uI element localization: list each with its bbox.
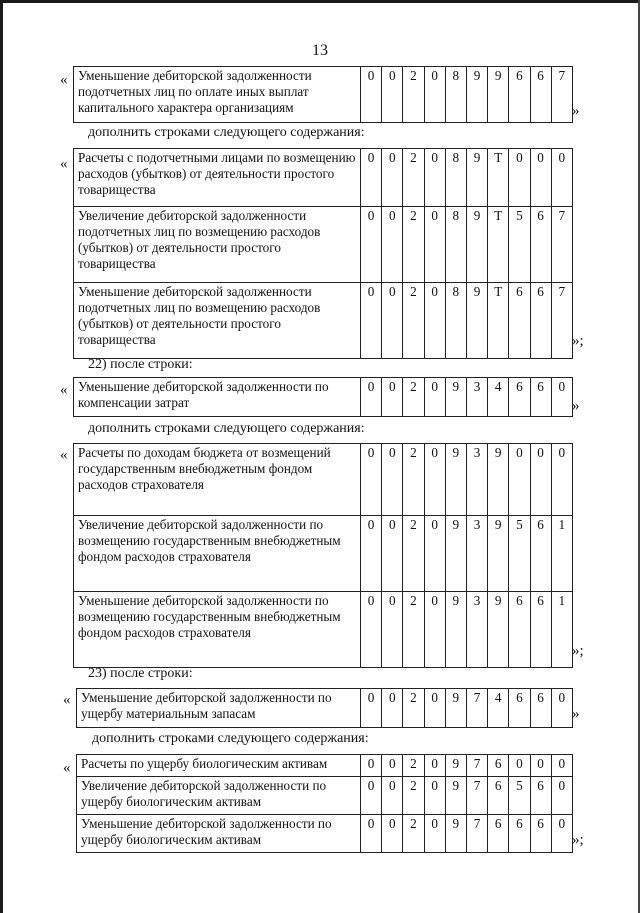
code-digit: 0 bbox=[530, 149, 551, 207]
table-row bbox=[74, 378, 573, 417]
code-digit: 0 bbox=[382, 592, 403, 668]
quote-open: « bbox=[63, 692, 71, 708]
code-digit: 6 bbox=[509, 689, 530, 728]
code-digit: 2 bbox=[403, 67, 424, 123]
row-label: Уменьшение дебиторской задолженности подотчетных лиц по оплате иных выплат капитального характера организациям bbox=[74, 67, 361, 123]
code-digit: 6 bbox=[509, 815, 530, 853]
code-digit: 9 bbox=[466, 67, 487, 123]
code-digit: 7 bbox=[466, 689, 487, 728]
code-digit: 0 bbox=[424, 283, 445, 359]
code-digit: 9 bbox=[488, 516, 509, 592]
code-digit: 0 bbox=[361, 777, 382, 815]
table-row bbox=[77, 689, 573, 728]
row-label: Расчеты по ущербу биологическим активам bbox=[77, 755, 361, 777]
code-digit: 0 bbox=[509, 444, 530, 516]
code-digit: 6 bbox=[488, 815, 509, 853]
code-digit: 2 bbox=[403, 755, 424, 777]
code-digit: 6 bbox=[509, 378, 530, 417]
row-label: Увеличение дебиторской задолженности по ущербу биологическим активам bbox=[77, 777, 361, 815]
code-digit: 6 bbox=[530, 689, 551, 728]
code-digit: 0 bbox=[361, 283, 382, 359]
supplement-line: дополнить строками следующего содержания: bbox=[88, 421, 365, 436]
table-row bbox=[74, 283, 573, 359]
page-number: 13 bbox=[312, 42, 328, 59]
code-digit: Т bbox=[488, 149, 509, 207]
code-digit: 0 bbox=[551, 378, 572, 417]
quote-open: « bbox=[60, 382, 68, 398]
table-row bbox=[77, 755, 573, 777]
supplement-line: дополнить строками следующего содержания: bbox=[88, 125, 365, 140]
code-digit: 0 bbox=[361, 815, 382, 853]
code-digit: 0 bbox=[551, 444, 572, 516]
quote-close-semicolon: »; bbox=[572, 643, 584, 659]
code-digit: 9 bbox=[466, 207, 487, 283]
code-digit: 2 bbox=[403, 283, 424, 359]
code-digit: 0 bbox=[551, 755, 572, 777]
code-digit: 4 bbox=[488, 378, 509, 417]
code-digit: 0 bbox=[424, 777, 445, 815]
code-digit: 4 bbox=[488, 689, 509, 728]
code-digit: 0 bbox=[382, 378, 403, 417]
code-digit: 9 bbox=[488, 444, 509, 516]
code-digit: 9 bbox=[488, 592, 509, 668]
code-digit: 0 bbox=[424, 207, 445, 283]
item-23-heading: 23) после строки: bbox=[88, 666, 193, 681]
code-digit: 0 bbox=[424, 689, 445, 728]
row-label: Уменьшение дебиторской задолженности по ущербу материальным запасам bbox=[77, 689, 361, 728]
row-label: Уменьшение дебиторской задолженности по компенсации затрат bbox=[74, 378, 361, 417]
row-label: Расчеты по доходам бюджета от возмещений государственным внебюджетным фондом расходов страхователя bbox=[74, 444, 361, 516]
code-digit: 8 bbox=[445, 283, 466, 359]
table-row bbox=[77, 815, 573, 853]
code-digit: 7 bbox=[466, 815, 487, 853]
code-digit: 2 bbox=[403, 378, 424, 417]
code-digit: 7 bbox=[551, 207, 572, 283]
code-digit: 7 bbox=[551, 67, 572, 123]
row-label: Увеличение дебиторской задолженности подотчетных лиц по возмещению расходов (убытков) от деятельности простого товарищества bbox=[74, 207, 361, 283]
code-digit: 8 bbox=[445, 67, 466, 123]
scan-border-top bbox=[0, 0, 640, 3]
code-digit: 0 bbox=[361, 444, 382, 516]
code-digit: 2 bbox=[403, 149, 424, 207]
code-digit: 5 bbox=[509, 516, 530, 592]
table-row bbox=[74, 444, 573, 516]
code-digit: 6 bbox=[530, 592, 551, 668]
code-digit: 5 bbox=[509, 207, 530, 283]
code-table-2 bbox=[73, 148, 573, 359]
code-digit: 0 bbox=[551, 689, 572, 728]
quote-open: « bbox=[60, 447, 68, 463]
code-digit: 0 bbox=[361, 378, 382, 417]
code-digit: 3 bbox=[466, 378, 487, 417]
code-digit: 0 bbox=[509, 149, 530, 207]
code-digit: 7 bbox=[466, 755, 487, 777]
code-digit: 6 bbox=[530, 378, 551, 417]
quote-open: « bbox=[60, 72, 68, 88]
code-digit: 0 bbox=[530, 755, 551, 777]
code-digit: 9 bbox=[466, 149, 487, 207]
code-table-4 bbox=[73, 443, 573, 668]
code-digit: 0 bbox=[424, 755, 445, 777]
code-digit: Т bbox=[488, 283, 509, 359]
code-digit: 3 bbox=[466, 444, 487, 516]
code-digit: 9 bbox=[445, 444, 466, 516]
code-digit: 0 bbox=[551, 149, 572, 207]
code-digit: 2 bbox=[403, 815, 424, 853]
code-table-1 bbox=[73, 66, 573, 123]
code-digit: 0 bbox=[382, 149, 403, 207]
code-digit: 0 bbox=[424, 149, 445, 207]
code-digit: 6 bbox=[509, 592, 530, 668]
quote-close: » bbox=[572, 398, 580, 414]
code-digit: 0 bbox=[361, 592, 382, 668]
code-digit: 6 bbox=[530, 67, 551, 123]
code-digit: 9 bbox=[445, 592, 466, 668]
code-digit: 0 bbox=[361, 207, 382, 283]
code-digit: 2 bbox=[403, 592, 424, 668]
code-digit: 6 bbox=[509, 283, 530, 359]
code-digit: 0 bbox=[424, 378, 445, 417]
code-digit: 0 bbox=[382, 815, 403, 853]
code-digit: 0 bbox=[382, 207, 403, 283]
code-digit: 0 bbox=[382, 283, 403, 359]
code-digit: 8 bbox=[445, 207, 466, 283]
code-digit: 0 bbox=[424, 444, 445, 516]
code-digit: 6 bbox=[530, 777, 551, 815]
code-digit: 0 bbox=[530, 444, 551, 516]
code-digit: 8 bbox=[445, 149, 466, 207]
code-digit: 3 bbox=[466, 592, 487, 668]
code-digit: 6 bbox=[530, 283, 551, 359]
code-digit: 0 bbox=[382, 777, 403, 815]
code-digit: 9 bbox=[466, 283, 487, 359]
code-digit: Т bbox=[488, 207, 509, 283]
code-digit: 2 bbox=[403, 689, 424, 728]
code-digit: 1 bbox=[551, 592, 572, 668]
code-table-5 bbox=[76, 688, 573, 728]
code-digit: 0 bbox=[382, 516, 403, 592]
quote-close-semicolon: »; bbox=[572, 333, 584, 349]
quote-open: « bbox=[60, 156, 68, 172]
supplement-line: дополнить строками следующего содержания: bbox=[92, 731, 369, 746]
row-label: Уменьшение дебиторской задолженности по ущербу биологическим активам bbox=[77, 815, 361, 853]
code-digit: 0 bbox=[361, 689, 382, 728]
row-label: Увеличение дебиторской задолженности по возмещению государственным внебюджетным фондом расходов страхователя bbox=[74, 516, 361, 592]
code-digit: 0 bbox=[382, 67, 403, 123]
row-label: Уменьшение дебиторской задолженности подотчетных лиц по возмещению расходов (убытков) от деятельности простого товарищества bbox=[74, 283, 361, 359]
code-digit: 2 bbox=[403, 777, 424, 815]
table-row bbox=[74, 592, 573, 668]
code-digit: 9 bbox=[445, 516, 466, 592]
code-digit: 6 bbox=[530, 815, 551, 853]
code-digit: 0 bbox=[551, 777, 572, 815]
row-label: Уменьшение дебиторской задолженности по возмещению государственным внебюджетным фондом расходов страхователя bbox=[74, 592, 361, 668]
code-digit: 6 bbox=[530, 516, 551, 592]
code-digit: 9 bbox=[445, 378, 466, 417]
code-digit: 9 bbox=[445, 689, 466, 728]
code-table-3 bbox=[73, 377, 573, 417]
table-row bbox=[74, 67, 573, 123]
code-digit: 0 bbox=[382, 755, 403, 777]
code-digit: 9 bbox=[445, 755, 466, 777]
code-digit: 9 bbox=[445, 777, 466, 815]
code-digit: 5 bbox=[509, 777, 530, 815]
code-digit: 0 bbox=[509, 755, 530, 777]
code-digit: 7 bbox=[551, 283, 572, 359]
quote-close: » bbox=[572, 103, 580, 119]
code-table-6 bbox=[76, 754, 573, 853]
code-digit: 0 bbox=[382, 444, 403, 516]
code-digit: 0 bbox=[424, 67, 445, 123]
code-digit: 6 bbox=[488, 777, 509, 815]
table-row bbox=[74, 516, 573, 592]
quote-close-semicolon: »; bbox=[572, 832, 584, 848]
quote-open: « bbox=[63, 760, 71, 776]
code-digit: 0 bbox=[424, 592, 445, 668]
code-digit: 6 bbox=[509, 67, 530, 123]
code-digit: 0 bbox=[382, 689, 403, 728]
code-digit: 6 bbox=[488, 755, 509, 777]
item-22-heading: 22) после строки: bbox=[88, 357, 193, 372]
scan-border-left bbox=[0, 0, 3, 913]
code-digit: 2 bbox=[403, 444, 424, 516]
row-label: Расчеты с подотчетными лицами по возмещению расходов (убытков) от деятельности простого товарищества bbox=[74, 149, 361, 207]
table-row bbox=[77, 777, 573, 815]
code-digit: 2 bbox=[403, 207, 424, 283]
code-digit: 9 bbox=[488, 67, 509, 123]
code-digit: 0 bbox=[361, 149, 382, 207]
code-digit: 3 bbox=[466, 516, 487, 592]
code-digit: 9 bbox=[445, 815, 466, 853]
code-digit: 6 bbox=[530, 207, 551, 283]
code-digit: 0 bbox=[361, 516, 382, 592]
code-digit: 0 bbox=[361, 755, 382, 777]
code-digit: 0 bbox=[361, 67, 382, 123]
code-digit: 0 bbox=[551, 815, 572, 853]
code-digit: 7 bbox=[466, 777, 487, 815]
code-digit: 2 bbox=[403, 516, 424, 592]
code-digit: 0 bbox=[424, 516, 445, 592]
table-row bbox=[74, 149, 573, 207]
code-digit: 0 bbox=[424, 815, 445, 853]
quote-close: » bbox=[572, 706, 580, 722]
table-row bbox=[74, 207, 573, 283]
code-digit: 1 bbox=[551, 516, 572, 592]
